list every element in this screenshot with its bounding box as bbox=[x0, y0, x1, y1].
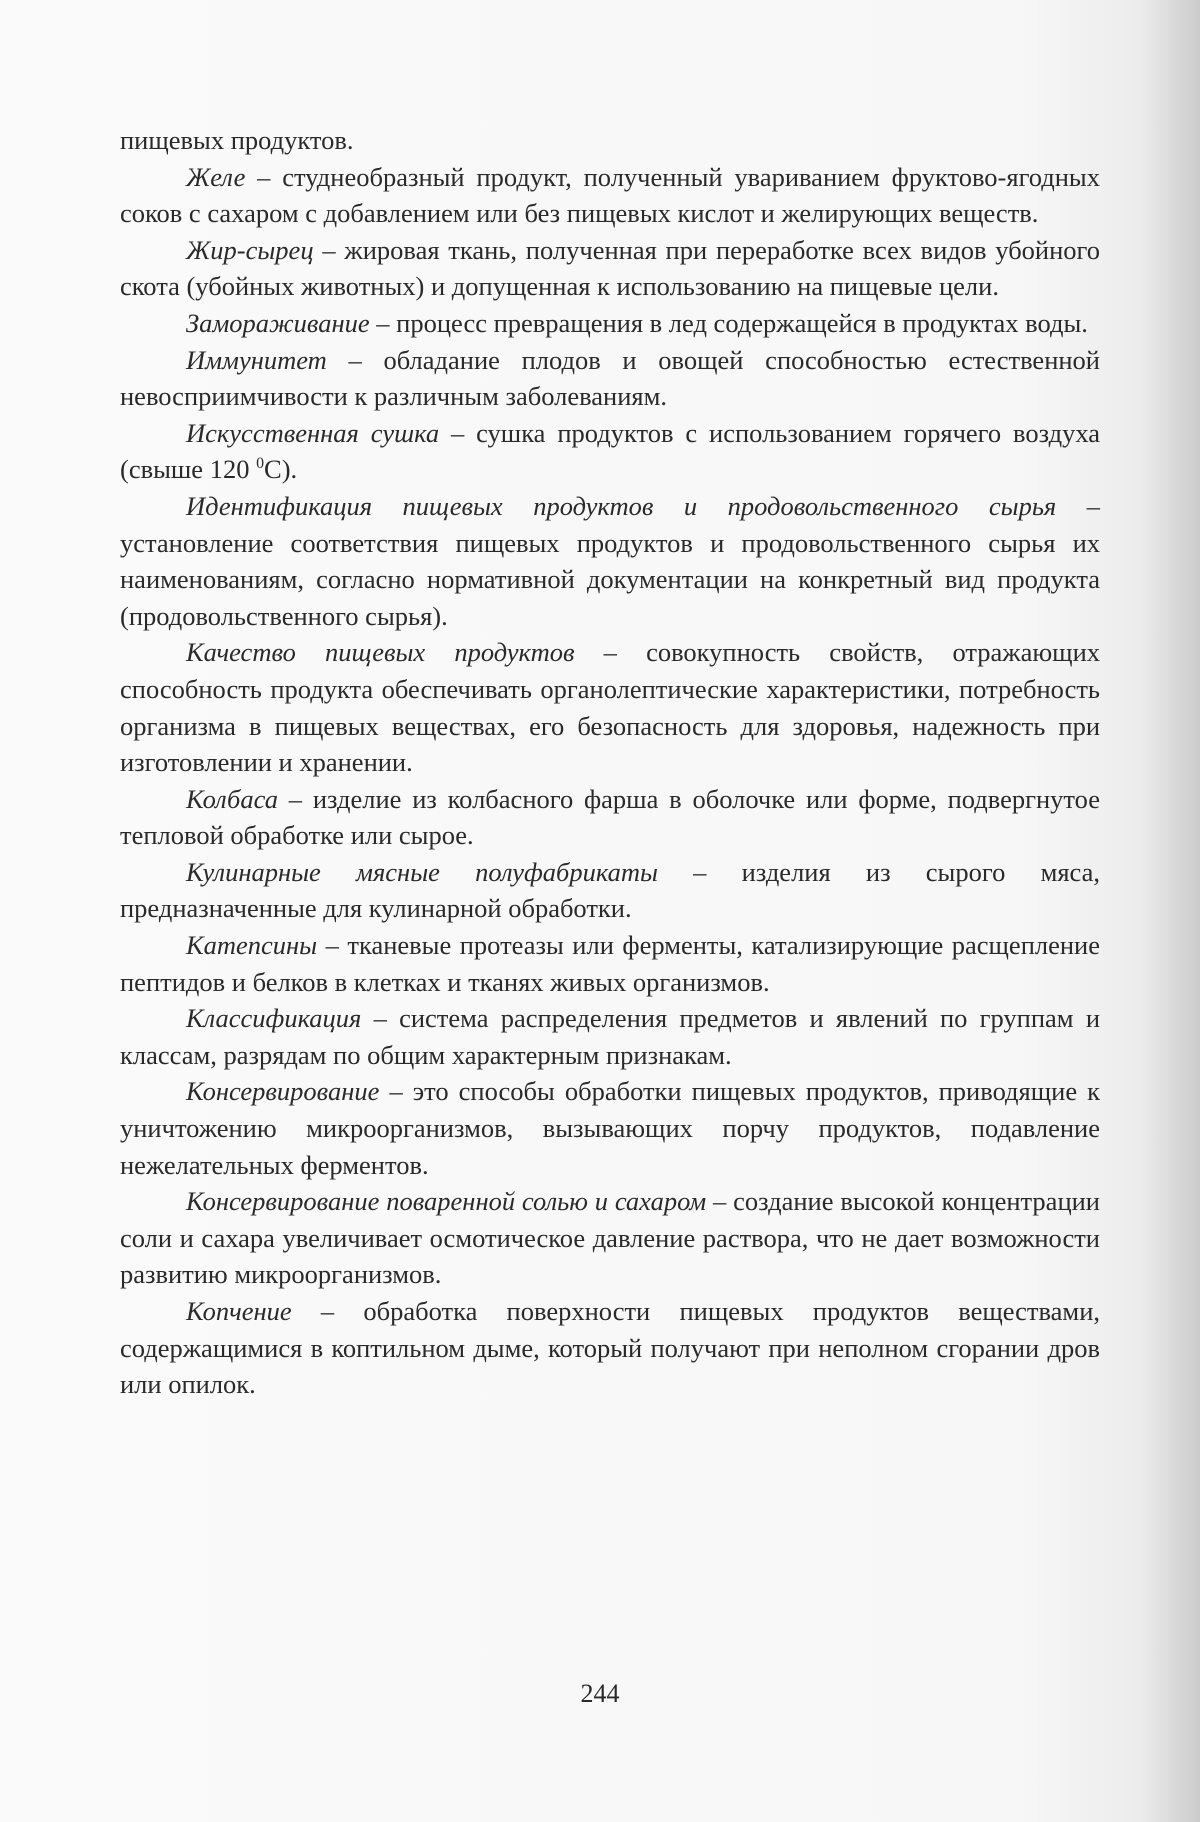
page-number: 244 bbox=[580, 1679, 620, 1708]
entry-term: Жир-сырец bbox=[186, 234, 314, 265]
entry-definition: – обладание плодов и овощей способностью естественной невосприимчивости к различным заболеваниям. bbox=[120, 344, 1100, 412]
entry-term: Замораживание bbox=[186, 307, 370, 338]
entry-definition: – установление соответствия пищевых продуктов и продовольственного сырья их наименованиям, согласно нормативной документации на конкретный вид продукта (продовольственного сырья). bbox=[120, 490, 1101, 631]
glossary-entry bbox=[120, 1183, 1100, 1293]
continuation-line bbox=[120, 122, 1100, 159]
entry-definition: – сушка продуктов с использованием горячего воздуха (свыше 120 bbox=[120, 417, 1100, 485]
glossary-entry bbox=[120, 488, 1100, 634]
entry-definition-tail: С). bbox=[264, 454, 298, 485]
entry-term: Иммунитет bbox=[186, 344, 327, 375]
entry-definition: – студнеобразный продукт, полученный увариванием фруктово-ягодных соков с сахаром с добавлением или без пищевых кислот и желирующих веществ. bbox=[120, 161, 1100, 229]
entry-definition: – совокупность свойств, отражающих способность продукта обеспечивать органолептические характеристики, потребность организма в пищевых веществах, его безопасность для здоровья, надежность при изготовлении и хранении. bbox=[120, 637, 1100, 778]
entry-definition: – тканевые протеазы или ферменты, катализирующие расщепление пептидов и белков в клетках и тканях живых организмов. bbox=[120, 930, 1100, 997]
entry-term: Консервирование bbox=[186, 1076, 380, 1107]
entry-term: Кулинарные мясные полуфабрикаты bbox=[186, 856, 658, 887]
glossary-entry bbox=[120, 305, 1100, 342]
entry-term: Катепсины bbox=[186, 930, 318, 961]
entry-term: Колбаса bbox=[186, 783, 278, 814]
entry-definition: – изделия из сырого мяса, предназначенные для кулинарной обработки. bbox=[120, 856, 1100, 924]
degree-superscript: 0 bbox=[256, 455, 265, 473]
entry-term: Классификация bbox=[186, 1003, 362, 1034]
continuation-text: пищевых продуктов. bbox=[120, 125, 354, 155]
entry-term: Копчение bbox=[186, 1296, 292, 1326]
glossary-entry bbox=[120, 781, 1100, 854]
glossary-entry bbox=[120, 1073, 1100, 1183]
entry-definition: – процесс превращения в лед содержащейся в продуктах воды. bbox=[369, 307, 1088, 338]
glossary-entry bbox=[120, 232, 1100, 305]
entry-definition: – обработка поверхности пищевых продуктов веществами, содержащимися в коптильном дыме, который получают при неполном сгорании дров или опилок. bbox=[120, 1296, 1100, 1400]
entry-definition: – создание высокой концентрации соли и сахара увеличивает осмотическое давление раствора, что не дает возможности развитию микроорганизмов. bbox=[120, 1186, 1100, 1290]
glossary-entry bbox=[120, 1000, 1100, 1073]
glossary-entry bbox=[120, 634, 1100, 780]
entry-term: Искусственная сушка bbox=[186, 417, 440, 448]
entry-definition: – жировая ткань, полученная при переработке всех видов убойного скота (убойных животных) и допущенная к использованию на пищевые цели. bbox=[120, 234, 1100, 302]
entry-term: Идентификация пищевых продуктов и продовольственного сырья bbox=[186, 490, 1057, 521]
entry-definition: – это способы обработки пищевых продуктов, приводящие к уничтожению микроорганизмов, вызывающих порчу продуктов, подавление нежелательных ферментов. bbox=[120, 1076, 1100, 1180]
glossary-entry bbox=[120, 1293, 1100, 1403]
glossary-entry bbox=[120, 342, 1100, 415]
glossary-entry bbox=[120, 159, 1100, 232]
page-edge-shadow bbox=[1140, 0, 1200, 1822]
glossary-entry bbox=[120, 927, 1100, 1000]
entry-definition: – система распределения предметов и явлений по группам и классам, разрядам по общим характерным признакам. bbox=[120, 1003, 1100, 1070]
entry-term: Консервирование поваренной солью и сахаром bbox=[186, 1186, 707, 1217]
entry-term: Желе bbox=[186, 161, 246, 192]
glossary-text bbox=[120, 122, 1100, 1403]
glossary-entry bbox=[120, 854, 1100, 927]
entry-term: Качество пищевых продуктов bbox=[186, 637, 575, 668]
glossary-entry bbox=[120, 415, 1100, 488]
entry-definition: – изделие из колбасного фарша в оболочке или форме, подвергнутое тепловой обработке или сырое. bbox=[120, 783, 1100, 851]
